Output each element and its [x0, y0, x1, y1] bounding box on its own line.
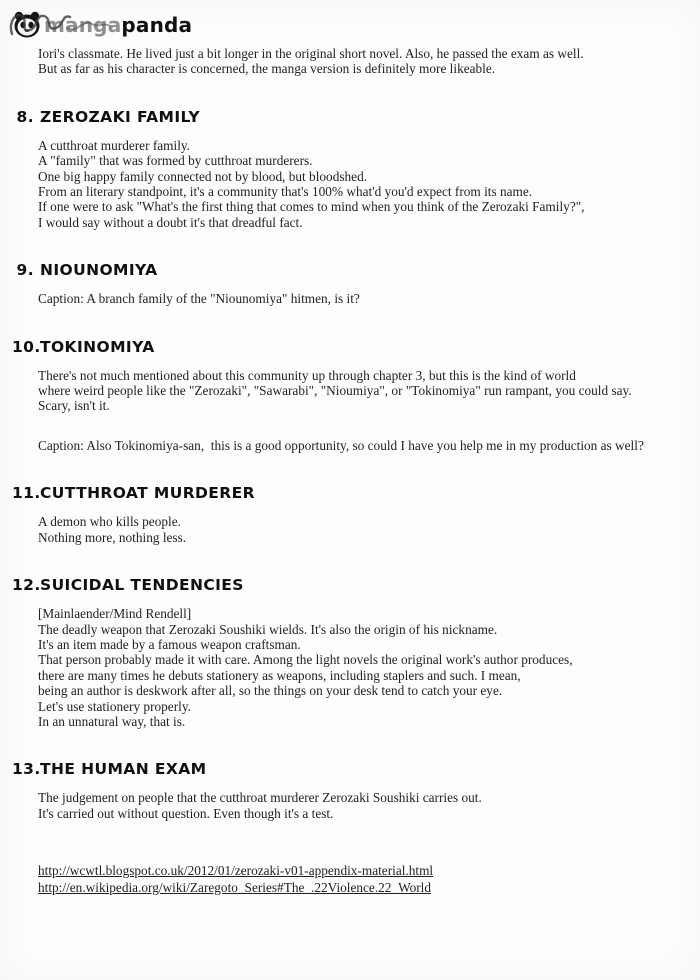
text-line: I would say without a doubt it's that dreadful fact. [38, 214, 303, 230]
text-line: where weird people like the "Zerozaki", "Sawarabi", "Nioumiya", or "Tokinomiya" run rampant, you could say. [38, 383, 632, 399]
glossary-section [0, 484, 680, 545]
paragraph [0, 291, 680, 306]
section-heading [0, 338, 680, 356]
text-line: Nothing more, nothing less. [38, 529, 187, 545]
glossary-section [0, 576, 680, 729]
source-link[interactable]: http://en.wikipedia.org/wiki/Zaregoto_Series#The_.22Violence.22_World [38, 879, 432, 895]
paragraph [0, 514, 680, 545]
paragraph [0, 138, 680, 230]
text-line: Let's use stationery properly. [38, 698, 191, 714]
text-line: A demon who kills people. [38, 514, 181, 530]
section-heading [0, 576, 680, 594]
text-line: There's not much mentioned about this community up through chapter 3, but this is the kind of world [38, 367, 576, 383]
glossary-section [0, 108, 680, 230]
paragraph [0, 606, 680, 729]
text-line: Iori's classmate. He lived just a bit longer in the original short novel. Also, he passed the exam as well. [38, 46, 584, 61]
text-line: A "family" that was formed by cutthroat murderers. [38, 153, 313, 169]
intro-paragraph [0, 46, 680, 77]
glossary-sections [0, 108, 680, 821]
text-line: But as far as his character is concerned, the manga version is definitely more likeable. [38, 61, 496, 77]
text-line: being an author is deskwork after all, so the things on your desk tend to catch your eye. [38, 683, 503, 699]
paragraph [0, 368, 680, 414]
section-number: 12. [12, 576, 41, 595]
section-number: 8. [16, 107, 34, 126]
section-number: 9. [16, 261, 34, 280]
text-line: It's an item made by a famous weapon craftsman. [38, 636, 301, 652]
source-link[interactable]: http://wcwtl.blogspot.co.uk/2012/01/zerozaki-v01-appendix-material.html [38, 863, 434, 879]
section-title: THE HUMAN EXAM [40, 760, 207, 779]
text-line: Scary, isn't it. [38, 398, 110, 414]
section-title: ZEROZAKI FAMILY [40, 107, 201, 126]
section-heading [0, 261, 680, 279]
section-title: NIOUNOMIYA [40, 261, 158, 280]
text-line: That person probably made it with care. Among the light novels the original work's author produces, [38, 652, 573, 668]
glossary-section [0, 338, 680, 454]
section-title: TOKINOMIYA [40, 337, 155, 356]
section-number: 10. [12, 337, 41, 356]
text-line: The judgement on people that the cutthroat murderer Zerozaki Soushiki carries out. [38, 790, 482, 806]
glossary-section [0, 760, 680, 821]
paragraph [0, 790, 680, 821]
text-line: [Mainlaender/Mind Rendell] [38, 606, 192, 622]
paragraph [0, 438, 680, 453]
section-heading [0, 108, 680, 126]
text-line: It's carried out without question. Even though it's a test. [38, 805, 334, 821]
text-line: Caption: A branch family of the "Niounomiya" hitmen, is it? [38, 291, 360, 307]
section-heading [0, 760, 680, 778]
section-heading [0, 484, 680, 502]
text-line: The deadly weapon that Zerozaki Soushiki wields. It's also the origin of his nickname. [38, 621, 498, 637]
section-number: 11. [12, 484, 41, 503]
text-line: there are many times he debuts stationery as weapons, including staplers and such. I mean, [38, 667, 521, 683]
section-number: 13. [12, 760, 41, 779]
text-line: A cutthroat murderer family. [38, 137, 190, 153]
panda-icon [12, 11, 42, 39]
brand-text-bold: panda [121, 13, 193, 37]
mangapanda-logo [12, 8, 192, 42]
text-line: From an literary standpoint, it's a community that's 100% what'd you'd expect from its name. [38, 184, 533, 200]
glossary-section [0, 261, 680, 306]
text-line: In an unnatural way, that is. [38, 713, 186, 729]
text-line: One big happy family connected not by blood, but bloodshed. [38, 168, 368, 184]
text-line: Caption: Also Tokinomiya-san, this is a good opportunity, so could I have you help me in my production as well? [38, 437, 644, 453]
section-title: SUICIDAL TENDENCIES [40, 576, 244, 595]
section-title: CUTTHROAT MURDERER [40, 484, 255, 503]
text-line: If one were to ask "What's the first thing that comes to mind when you think of the Zerozaki Family?", [38, 199, 585, 215]
brand-text-light: manga [44, 13, 122, 37]
source-links [0, 863, 680, 896]
